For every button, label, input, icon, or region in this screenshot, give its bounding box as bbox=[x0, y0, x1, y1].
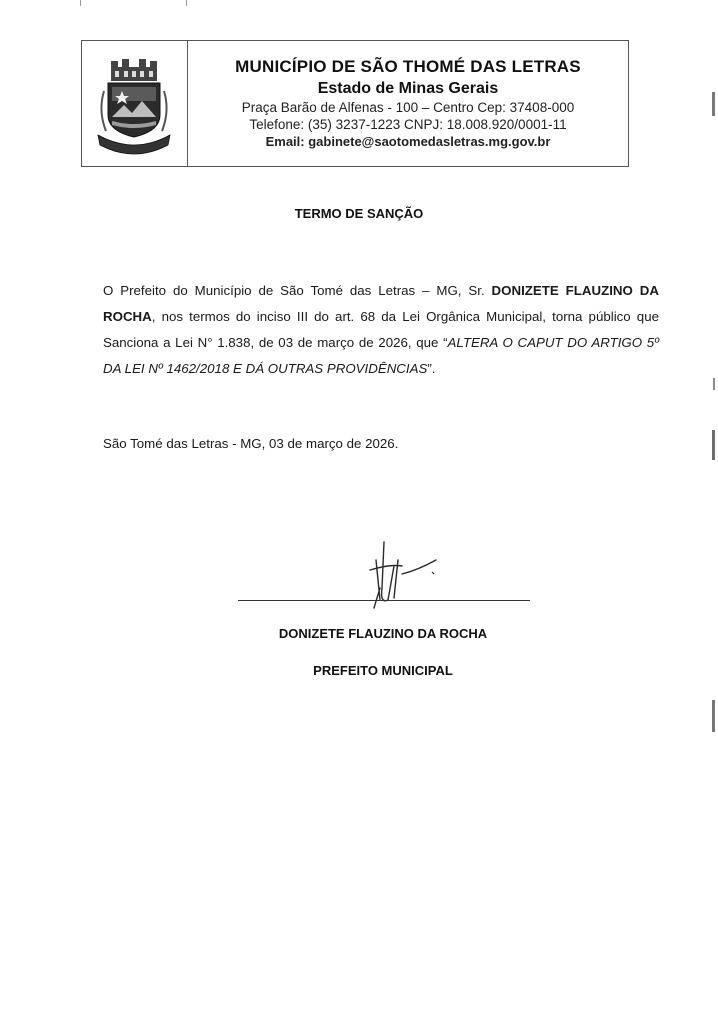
state-name: Estado de Minas Gerais bbox=[317, 80, 499, 97]
address-line: Praça Barão de Alfenas - 100 – Centro Cep: 37408-000 bbox=[241, 100, 575, 115]
mayor-name: DONIZETE FLAUZINO DA ROCHA bbox=[103, 283, 659, 324]
scan-edge-mark bbox=[712, 92, 715, 116]
scan-edge-mark bbox=[712, 430, 715, 460]
paragraph-text: ”. bbox=[427, 361, 436, 376]
signature-line bbox=[238, 600, 530, 601]
scan-edge-mark bbox=[713, 378, 715, 390]
law-summary: ALTERA O CAPUT DO ARTIGO 5º DA LEI Nº 1462/2018 E DÁ OUTRAS PROVIDÊNCIAS bbox=[103, 335, 659, 376]
signer-name: DONIZETE FLAUZINO DA ROCHA bbox=[278, 626, 488, 641]
document-title: TERMO DE SANÇÃO bbox=[294, 206, 424, 221]
phone-cnpj-line: Telefone: (35) 3237-1223 CNPJ: 18.008.920/0001-11 bbox=[249, 117, 567, 132]
crest-cell bbox=[82, 41, 188, 166]
paragraph-text: , nos termos do inciso III do art. 68 da Lei Orgânica Municipal, torna público que Sanciona a Lei N° 1.838, de 03 de março de 2026, que “ bbox=[103, 309, 659, 350]
paragraph-text: O Prefeito do Município de São Tomé das Letras – MG, Sr. bbox=[103, 283, 492, 298]
scan-edge-mark bbox=[186, 0, 187, 6]
letterhead bbox=[81, 40, 629, 167]
scan-edge-mark bbox=[80, 0, 81, 6]
letterhead-text bbox=[188, 41, 628, 166]
handwritten-signature bbox=[340, 530, 450, 614]
email-line: Email: gabinete@saotomedasletras.mg.gov.br bbox=[265, 134, 551, 149]
municipality-name: MUNICÍPIO DE SÃO THOMÉ DAS LETRAS bbox=[235, 57, 581, 76]
signer-role: PREFEITO MUNICIPAL bbox=[313, 663, 453, 678]
sanction-paragraph bbox=[103, 278, 659, 382]
scan-edge-mark bbox=[712, 700, 715, 732]
place-and-date: São Tomé das Letras - MG, 03 de março de 2026. bbox=[103, 436, 399, 451]
municipal-coat-of-arms-icon bbox=[94, 55, 174, 155]
